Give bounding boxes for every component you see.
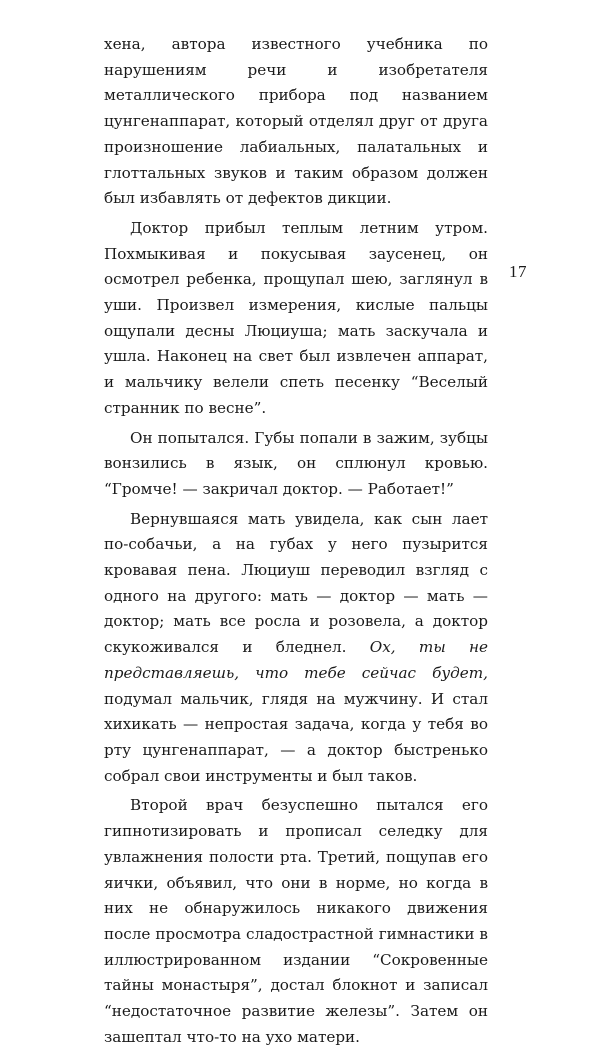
paragraph-2: Доктор прибыл теплым летним утром. Похмыкивая и покусывая заусенец, он осмотрел ребенка, прощупал шею, заглянул в уши. Произвел измерения, кислые пальцы ощупали десны Люциуша; мать заскучала и ушла. Наконец на свет был извлечен аппарат, и мальчику велели спеть песенку “Веселый странник по весне”. <box>104 218 488 417</box>
paragraph-3: Он попытался. Губы попали в зажим, зубцы вонзились в язык, он сплюнул кровью. “Громче! — закричал доктор. — Работает!” <box>104 428 488 498</box>
paragraph-4-text-end: подумал мальчик, глядя на мужчину. И стал хихикать — непростая задача, когда у тебя во рту цунгенаппарат, — а доктор быстренько собрал свои инструменты и был таков. <box>104 689 488 785</box>
paragraph-1: хена, автора известного учебника по нарушениям речи и изобретателя металлического прибора под названием цунгенаппарат, который отделял друг от друга произношение лабиальных, палатальных и глоттальных звуков и таким образом должен был избавлять от дефектов дикции. <box>104 35 488 208</box>
page-number: 17 <box>509 262 527 281</box>
paragraph-4-italic-thought: Ох, ты не представляешь, что тебе сейчас будет, <box>104 638 489 682</box>
paragraph-4-text: Вернувшаяся мать увидела, как сын лает по-собачьи, а на губах у него пузырится кровавая пена. Люциуш переводил взгляд с одного на другого: мать — доктор — мать — доктор; мать все росла и розовела, а доктор скукоживался и бледнел. <box>104 509 488 657</box>
page-body <box>104 32 488 1054</box>
paragraph-4 <box>104 507 488 790</box>
paragraph-5: Второй врач безуспешно пытался его гипнотизировать и прописал селедку для увлажнения полости рта. Третий, пощупав его яички, объявил, что они в норме, но когда в них не обнаружилось никакого движения после просмотра сладострастной гимнастики в иллюстрированном издании “Сокровенные тайны монастыря”, достал блокнот и записал “недостаточное развитие железы”. Затем он зашептал что-то на ухо матери. <box>104 796 488 1046</box>
